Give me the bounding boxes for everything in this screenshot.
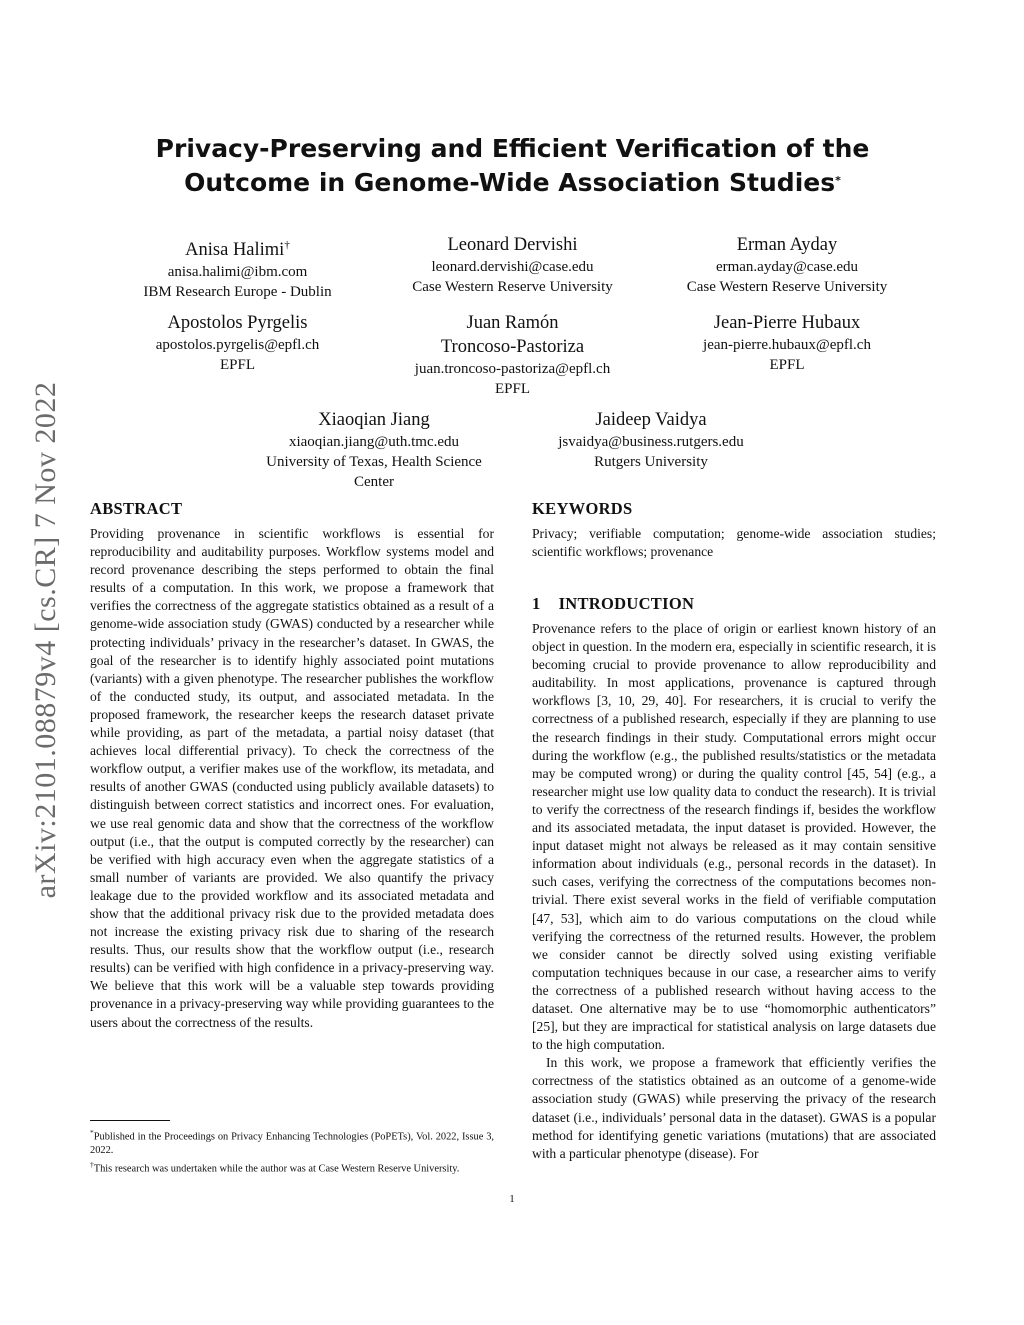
author-affiliation: Rutgers University bbox=[594, 454, 708, 470]
introduction-heading bbox=[532, 594, 694, 614]
arxiv-identifier: arXiv:2101.08879v4 [cs.CR] 7 Nov 2022 bbox=[29, 381, 62, 899]
introduction-paragraph: In this work, we propose a framework that efficiently verifies the correctness of the statistics obtained as an outcome of a genome-wide association study (GWAS) while preserving the privacy of the research dataset (i.e., individuals’ personal data in the dataset). GWAS is a popular method for identifying genetic variations (mutations) that are associated with a particular phenotype (disease). For bbox=[532, 1055, 936, 1161]
author-name: Erman Ayday bbox=[736, 235, 838, 255]
author-block bbox=[385, 311, 640, 399]
author-email: juan.troncoso-pastoriza@epfl.ch bbox=[414, 361, 611, 377]
author-email: apostolos.pyrgelis@epfl.ch bbox=[155, 337, 320, 353]
author-name: Leonard Dervishi bbox=[447, 235, 578, 255]
footnote-mark: † bbox=[90, 1160, 94, 1170]
author-block bbox=[658, 233, 916, 297]
section-title: INTRODUCTION bbox=[558, 594, 695, 613]
paper-title-text: Privacy-Preserving and Efficient Verification of the Outcome in Genome-Wide Association Studies bbox=[155, 134, 870, 197]
author-block bbox=[658, 311, 916, 375]
author-block bbox=[245, 408, 503, 492]
author-affiliation: EPFL bbox=[494, 381, 530, 397]
author-affiliation: EPFL bbox=[769, 357, 805, 373]
author-email: erman.ayday@case.edu bbox=[715, 259, 859, 275]
author-name: Anisa Halimi† bbox=[185, 239, 290, 261]
abstract-text bbox=[90, 525, 494, 1032]
author-email: jean-pierre.hubaux@epfl.ch bbox=[703, 337, 871, 353]
author-affiliation: IBM Research Europe - Dublin bbox=[143, 284, 332, 301]
author-block bbox=[110, 311, 365, 375]
author-email: jsvaidya@business.rutgers.edu bbox=[558, 434, 744, 450]
footnote: †This research was undertaken while the author was at Case Western Reserve University. bbox=[90, 1160, 460, 1175]
author-name: Jaideep Vaidya bbox=[595, 410, 707, 430]
arxiv-sidebar bbox=[0, 0, 90, 1325]
author-block bbox=[522, 408, 780, 472]
footnotes bbox=[90, 1126, 494, 1176]
author-block bbox=[385, 233, 640, 297]
keywords-paragraph: Privacy; verifiable computation; genome-wide association studies; scientific workflows; provenance bbox=[532, 526, 936, 560]
author-name: Juan Ramón bbox=[466, 313, 559, 333]
introduction-paragraph: Provenance refers to the place of origin or earliest known history of an object in question. In the modern era, especially in scientific research, it is becoming crucial to provide provenance to allow reproducibility and auditability. In most applications, provenance is captured through workflows [3, 10, 29, 40]. For researchers, it is crucial to verify the correctness of a published research, especially if they are planning to use the research findings in their study. Computational errors might occur during the workflow (e.g., the published results/statistics or the metadata may be computed wrong) or during the quality control [45, 54] (e.g., a researcher might use low quality data to conduct the research). It is trivial to verify the correctness of the research findings if, besides the workflow and its associated metadata, the input dataset is provided. However, the input dataset might not always be released as it may contain sensitive information about individuals (e.g., personal records in the dataset). In such cases, verifying the correctness of the computations becomes non-trivial. There exist several works in the field of verifiable computation [47, 53], which aim to do various computations on the cloud while verifying the correctness of the returned results. However, the problem we consider cannot be directly solved using existing verifiable computation techniques because in our case, a researcher aims to verify the correctness of a published research without having access to the dataset. One alternative may be to use “homomorphic authenticators” [25], but they are impractical for statistical analysis on large datasets due to the high computation. bbox=[532, 621, 936, 1053]
section-number: 1 bbox=[532, 594, 541, 613]
introduction-text bbox=[532, 620, 936, 1163]
title-footnote-mark: * bbox=[835, 174, 841, 187]
footnote-divider bbox=[90, 1120, 170, 1121]
abstract-heading: ABSTRACT bbox=[90, 499, 183, 518]
author-affiliation: Case Western Reserve University bbox=[412, 279, 613, 295]
paper-title bbox=[90, 132, 935, 200]
keywords-text bbox=[532, 525, 936, 561]
author-footnote-mark: † bbox=[284, 239, 290, 251]
author-affiliation: University of Texas, Health Science bbox=[266, 454, 482, 470]
author-name: Troncoso-Pastoriza bbox=[440, 337, 585, 357]
author-email: leonard.dervishi@case.edu bbox=[431, 259, 594, 275]
author-affiliation: EPFL bbox=[219, 357, 255, 373]
footnote-mark: * bbox=[90, 1128, 94, 1137]
author-name: Xiaoqian Jiang bbox=[318, 410, 430, 430]
author-email: anisa.halimi@ibm.com bbox=[167, 264, 308, 281]
author-name: Jean-Pierre Hubaux bbox=[713, 313, 861, 333]
author-block bbox=[110, 233, 365, 302]
footnote: *Published in the Proceedings on Privacy Enhancing Technologies (PoPETs), Vol. 2022, Issue 3, 2022. bbox=[90, 1128, 494, 1157]
page-number: 1 bbox=[509, 1193, 515, 1205]
abstract-paragraph: Providing provenance in scientific workflows is essential for reproducibility and auditability purposes. Workflow systems model and record provenance describing the steps performed to obtain the final results of a computation. In this work, we propose a framework that verifies the correctness of the aggregate statistics obtained as a result of a genome-wide association study (GWAS) conducted by a researcher while protecting individuals’ privacy in the researcher’s dataset. In GWAS, the goal of the researcher is to identify highly associated point mutations (variants) with a given phenotype. The researcher publishes the workflow of the conducted study, its output, and associated metadata. In the proposed framework, the researcher keeps the research dataset private while providing, as part of the metadata, a partial noisy dataset (that achieves local differential privacy). To check the correctness of the workflow output, a verifier makes use of the workflow, its metadata, and results of another GWAS (conducted using publicly available datasets) to distinguish between correct statistics and incorrect ones. For evaluation, we use real genomic data and show that the correctness of the workflow output (i.e., that the output is computed correctly by the researcher) can be verified with high accuracy even when the aggregate statistics of a small number of variants are provided. We also quantify the privacy leakage due to the provided workflow and its associated metadata and show that the additional privacy risk due to the provided metadata does not increase the existing privacy risk due to sharing of the research results. Thus, our results show that the workflow output (i.e., research results) can be verified with high confidence in a privacy-preserving way. We believe that this work will be a valuable step towards providing provenance in a privacy-preserving way while providing guarantees to the users about the correctness of the results. bbox=[90, 526, 494, 1030]
keywords-heading: KEYWORDS bbox=[532, 499, 633, 518]
author-email: xiaoqian.jiang@uth.tmc.edu bbox=[288, 434, 460, 450]
author-affiliation: Case Western Reserve University bbox=[686, 279, 888, 295]
author-affiliation: Center bbox=[354, 474, 394, 490]
author-name: Apostolos Pyrgelis bbox=[167, 313, 308, 333]
